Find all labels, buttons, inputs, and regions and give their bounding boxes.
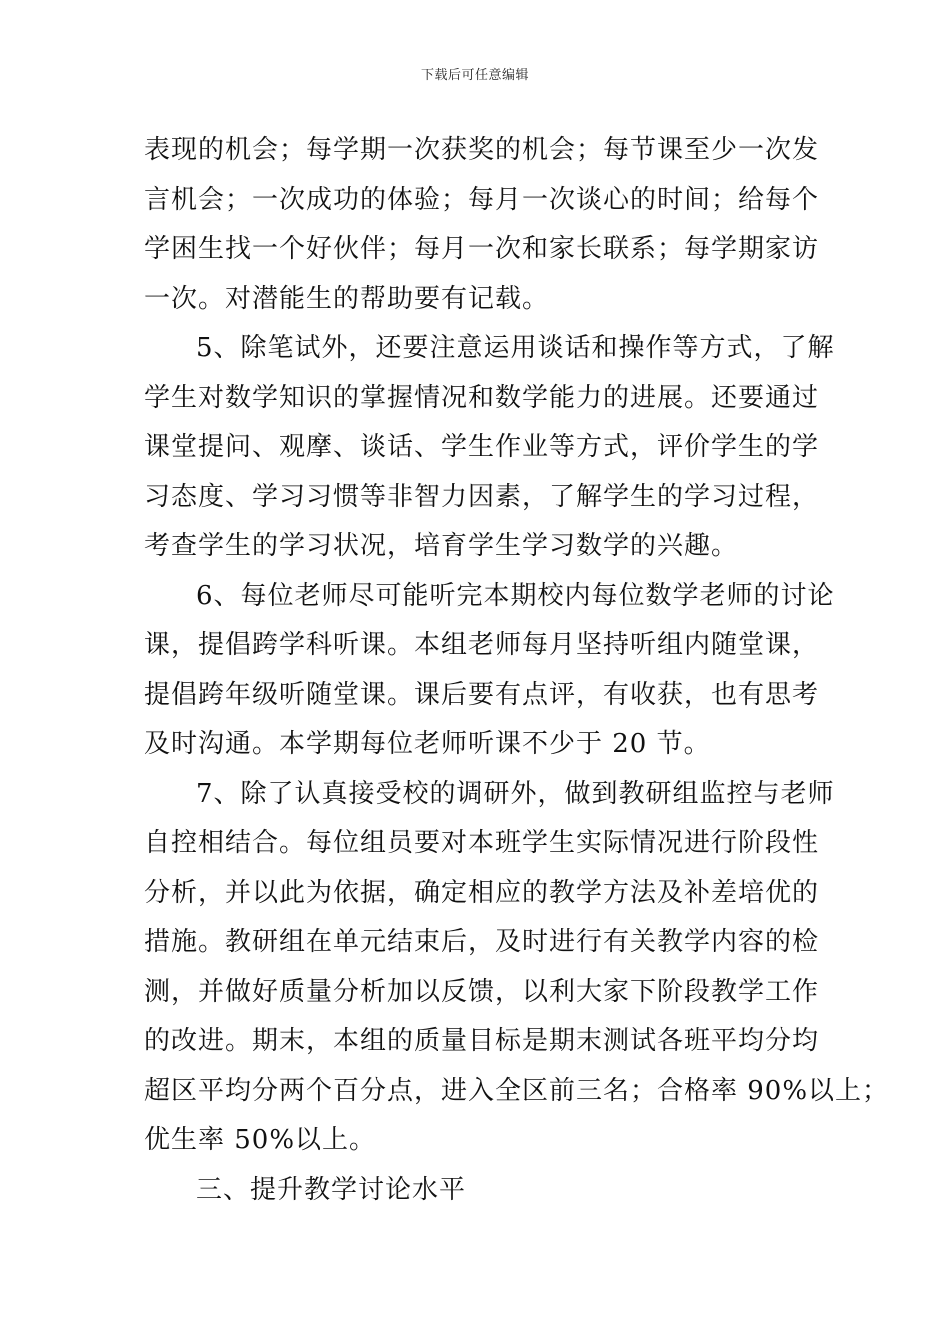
section-heading: 三、提升教学讨论水平 [196, 1174, 467, 1205]
paragraph-7-start: 7、除了认真接受校的调研外，做到教研组监控与老师 [196, 778, 835, 809]
paragraph-6-start: 6、每位老师尽可能听完本期校内每位数学老师的讨论 [196, 580, 835, 611]
text-line: 表现的机会；每学期一次获奖的机会；每节课至少一次发 [144, 135, 820, 165]
page-header-note: 下载后可任意编辑 [420, 68, 529, 83]
text-line: 优生率 50%以上。 [144, 1125, 377, 1155]
text-line: 超区平均分两个百分点，进入全区前三名；合格率 90%以上； [144, 1075, 890, 1106]
text-line: 措施。教研组在单元结束后，及时进行有关教学内容的检 [144, 927, 820, 957]
text-line: 提倡跨年级听随堂课。课后要有点评，有收获，也有思考 [144, 679, 820, 710]
text-line: 学困生找一个好伙伴；每月一次和家长联系；每学期家访 [144, 234, 820, 264]
text-line: 课堂提问、观摩、谈话、学生作业等方式，评价学生的学 [144, 432, 820, 462]
text-line: 考查学生的学习状况，培育学生学习数学的兴趣。 [144, 531, 739, 561]
text-line: 学生对数学知识的掌握情况和数学能力的进展。还要通过 [144, 382, 820, 413]
paragraph-5-start: 5、除笔试外，还要注意运用谈话和操作等方式，了解 [196, 333, 835, 363]
text-line: 的改进。期末，本组的质量目标是期末测试各班平均分均 [144, 1026, 820, 1056]
text-line: 测，并做好质量分析加以反馈，以利大家下阶段教学工作 [144, 976, 820, 1007]
text-line: 言机会；一次成功的体验；每月一次谈心的时间；给每个 [144, 184, 820, 215]
text-line: 自控相结合。每位组员要对本班学生实际情况进行阶段性 [144, 828, 820, 858]
text-line: 习态度、学习习惯等非智力因素，了解学生的学习过程， [144, 481, 820, 512]
document-body [144, 126, 890, 1215]
text-line: 及时沟通。本学期每位老师听课不少于 20 节。 [144, 729, 711, 759]
text-line: 分析，并以此为依据，确定相应的教学方法及补差培优的 [144, 877, 820, 908]
text-line: 课，提倡跨学科听课。本组老师每月坚持听组内随堂课， [144, 630, 820, 660]
text-line: 一次。对潜能生的帮助要有记载。 [144, 283, 550, 314]
